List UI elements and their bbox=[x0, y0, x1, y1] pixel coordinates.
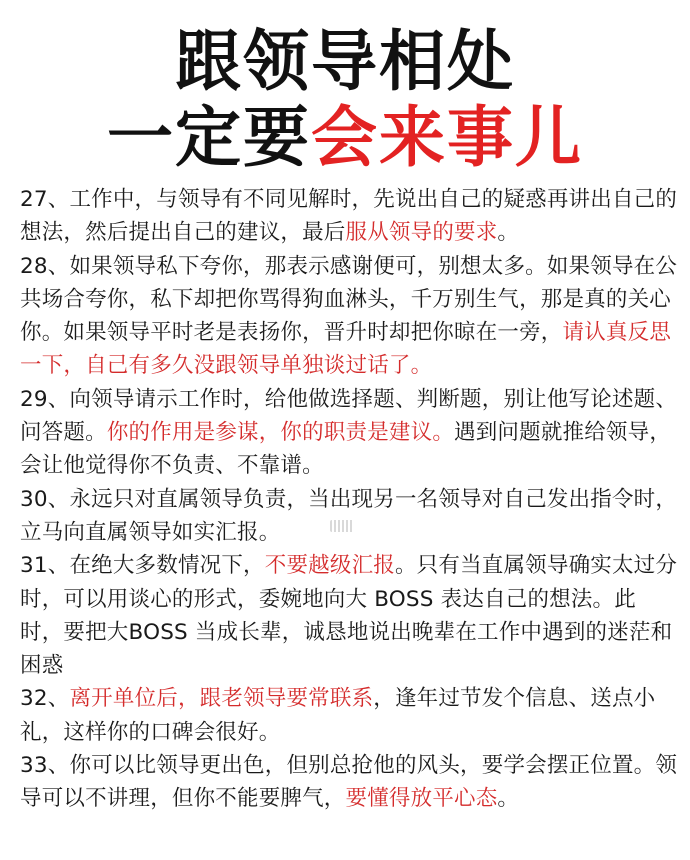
tip-paragraph bbox=[20, 250, 678, 383]
tip-highlight-text: 请认真反思一下，自己有多久没跟领导单独谈过话了。 bbox=[20, 320, 672, 379]
tip-highlight-text: 要懂得放平心态 bbox=[345, 786, 498, 812]
title-text-2-red: 会来事儿 bbox=[311, 99, 583, 176]
tip-highlight-text: 你的作用是参谋，你的职责是建议。 bbox=[106, 420, 455, 446]
tip-paragraph bbox=[20, 183, 678, 250]
tip-text: 30、永远只对直属领导负责，当出现另一名领导对自己发出指令时，立马向直属领导如实汇报。 bbox=[20, 486, 678, 545]
title-line-1 bbox=[0, 24, 690, 100]
tip-text: 29、向领导请示工作时，给他做选择题、判断题，别让他写论述题、问答题。 bbox=[20, 386, 678, 446]
tips-list bbox=[20, 183, 678, 816]
tip-highlight-text: 离开单位后，跟老领导要常联系 bbox=[69, 686, 374, 712]
tip-paragraph bbox=[20, 749, 678, 816]
tip-text: 27、工作中，与领导有不同见解时，先说出自己的疑惑再讲出自己的想法，然后提出自己的建议，最后 bbox=[20, 187, 678, 246]
tip-text: 28、如果领导私下夸你，那表示感谢便可，别想太多。如果领导在公共场合夸你，私下却把你骂得狗血淋头，千万别生气，那是真的关心你。如果领导平时老是表扬你，晋升时却把你晾在一旁， bbox=[20, 253, 678, 346]
tip-paragraph bbox=[20, 682, 678, 749]
tip-paragraph bbox=[20, 383, 678, 483]
title-block bbox=[0, 0, 690, 176]
tip-text: 遇到问题就推给领导，会让他觉得你不负责、不靠谱。 bbox=[20, 420, 672, 479]
tip-paragraph bbox=[20, 483, 678, 550]
tip-highlight-text: 不要越级汇报 bbox=[264, 553, 395, 579]
tip-text: 。 bbox=[497, 786, 520, 812]
tip-text: 。只有当直属领导确实太过分时，可以用谈心的形式，委婉地向大 BOSS 表达自己的想法。此时，要把大BOSS 当成长辈，诚恳地说出晚辈在工作中遇到的迷茫和困惑 bbox=[20, 553, 678, 679]
title-text-2-black: 一定要 bbox=[107, 99, 311, 176]
tip-text: 33、你可以比领导更出色，但别总抢他的风头，要学会摆正位置。领导可以不讲理，但你不能要脾气， bbox=[20, 753, 678, 812]
tip-text: 31、在绝大多数情况下， bbox=[20, 553, 265, 579]
title-line-2 bbox=[0, 100, 690, 176]
watermark-icon bbox=[330, 520, 354, 532]
tip-text: 。 bbox=[497, 220, 520, 246]
tip-paragraph bbox=[20, 549, 678, 682]
tip-highlight-text: 服从领导的要求 bbox=[345, 220, 498, 246]
tip-text: 32、 bbox=[20, 686, 70, 712]
title-text-1: 跟领导相处 bbox=[175, 23, 515, 100]
tip-text: ，逢年过节发个信息、送点小礼，这样你的口碑会很好。 bbox=[20, 686, 656, 745]
